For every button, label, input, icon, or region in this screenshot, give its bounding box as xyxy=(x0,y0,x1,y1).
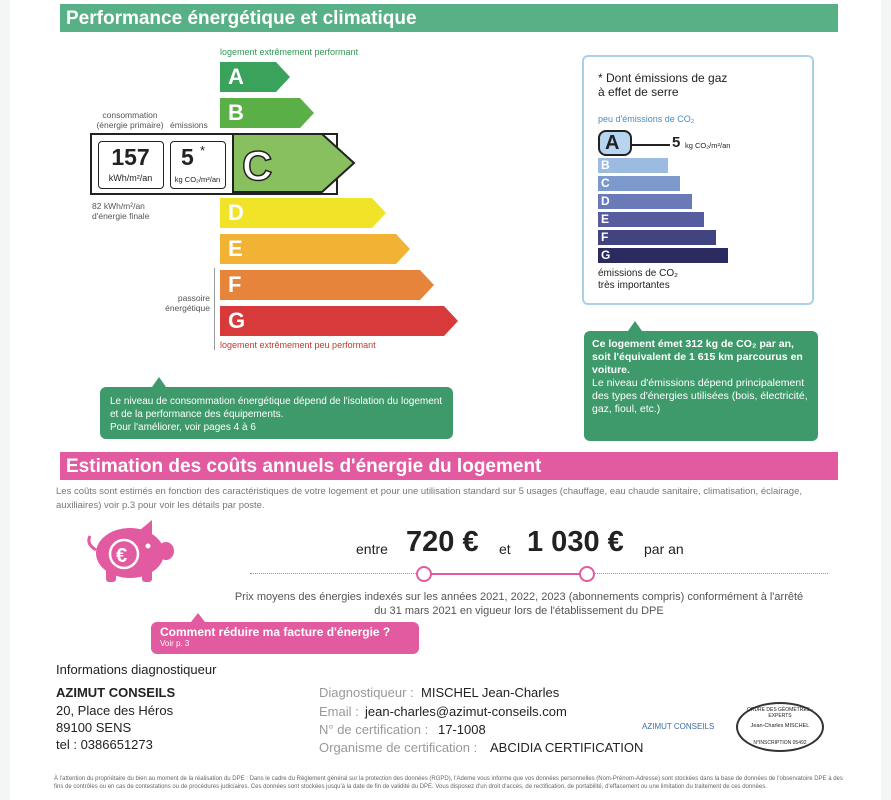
dpe-class-g: G xyxy=(220,306,444,336)
passoire-label: passoire énergétique xyxy=(165,293,210,313)
costs-intro: Les coûts sont estimés en fonction des caractéristiques de votre logement et pour une utilisation standard sur 5 usages (chauffage, eau chaude sanitaire, climatisation, éclairage, auxiliaires) voir p.3 pour voir les détails par poste. xyxy=(56,486,803,511)
cost-and: et xyxy=(499,541,511,557)
performance-header: Performance énergétique et climatique xyxy=(60,4,838,32)
cost-range-fill xyxy=(424,573,586,575)
ges-value: 5 xyxy=(672,134,681,151)
ges-class-b: B xyxy=(598,158,668,173)
consumption-value-box xyxy=(98,141,164,189)
org-name: ABCIDIA CERTIFICATION xyxy=(490,740,644,755)
emissions-unit: kg CO₂/m²/an xyxy=(174,175,221,184)
diag-address1: 20, Place des Héros xyxy=(56,703,174,718)
ges-bubble-bold: Ce logement émet 312 kg de CO₂ par an, soit l'équivalent de 1 615 km parcourus en voiture. xyxy=(592,338,803,376)
company-logo: AZIMUT CONSEILS xyxy=(642,722,715,731)
diag-email[interactable]: jean-charles@azimut-conseils.com xyxy=(365,704,567,719)
diag-company: AZIMUT CONSEILS xyxy=(56,685,176,700)
emissions-label: émissions xyxy=(170,120,208,130)
cost-high: 1 030 € xyxy=(527,526,624,558)
ges-class-d: D xyxy=(598,194,692,209)
ges-pointer-line xyxy=(632,144,670,146)
consumption-box xyxy=(90,133,338,195)
ges-info-bubble xyxy=(584,331,818,441)
final-energy-note: 82 kWh/m²/an d'énergie finale xyxy=(92,201,150,221)
ges-class-a: A xyxy=(598,130,632,156)
ges-class-f: F xyxy=(598,230,716,245)
diag-heading: Informations diagnostiqueur xyxy=(56,662,217,677)
costs-header: Estimation des coûts annuels d'énergie du logement xyxy=(60,452,838,480)
diagnostician-name: MISCHEL Jean-Charles xyxy=(421,685,560,700)
stamp-title: ORDRE DES GÉOMÈTRES - EXPERTS xyxy=(746,707,814,719)
ges-class-e: E xyxy=(598,212,704,227)
ges-class-c: C xyxy=(598,176,680,191)
piggy-bank-icon xyxy=(84,520,174,584)
current-class-letter: C xyxy=(242,142,273,189)
reduce-bill-sub: Voir p. 3 xyxy=(160,639,190,648)
ges-box xyxy=(582,55,814,305)
dpe-page xyxy=(10,0,881,800)
ges-bottom-label: émissions de CO₂ très importantes xyxy=(598,268,679,291)
dpe-class-f: F xyxy=(220,270,420,300)
diagnostician-label: Diagnostiqueur : xyxy=(319,685,414,700)
reduce-bill-title: Comment réduire ma facture d'énergie ? xyxy=(160,625,391,639)
ges-class-g: G xyxy=(598,248,728,263)
emissions-value-box xyxy=(170,141,226,189)
diag-address2: 89100 SENS xyxy=(56,720,132,735)
reduce-bill-link[interactable] xyxy=(151,622,419,654)
prices-note: Prix moyens des énergies indexés sur les années 2021, 2022, 2023 (abonnements compris) conformément à l'arrêté du 31 mars 2021 en vigueur lors de l'établissement du DPE xyxy=(234,591,804,617)
passoire-line xyxy=(214,268,215,350)
email-label: Email : xyxy=(319,704,359,719)
cost-between: entre xyxy=(356,541,388,557)
consumption-info-bubble: Le niveau de consommation énergétique dépend de l'isolation du logement et de la performance des équipements. Pour l'améliorer, voir pages 4 à 6 xyxy=(100,387,453,439)
consumption-value: 157 xyxy=(111,144,150,170)
consumption-unit: kWh/m²/an xyxy=(108,173,153,183)
cost-high-marker xyxy=(579,566,595,582)
dpe-class-a: A xyxy=(220,62,276,92)
footer-notice: À l'attention du propriétaire du bien au moment de la réalisation du DPE : Dans le cadre du Règlement général sur la protection des données (RGPD), l'Ademe vous informe que vos données personnelles (Nom-Prénom-Adresse) sont stockées dans la base de données de l'observatoire DPE à des fins de contrôles ou en cas de contestations ou de procédures judiciaires. Ces données sont stockées jusqu'à la date de fin de validité du DPE. Vous disposez d'un droit d'accès, de rectification, de portabilité, d'effacement ou une limitation du traitement de ces données. xyxy=(54,776,843,790)
stamp-id: N°INSCRIPTION 05492 xyxy=(753,740,807,746)
cost-low-marker xyxy=(416,566,432,582)
cert-label: N° de certification : xyxy=(319,722,429,737)
ges-bubble-text: Le niveau d'émissions dépend principalement des types d'énergies utilisées (bois, électricité, gaz, fioul, etc.) xyxy=(592,377,808,415)
ges-top-label: peu d'émissions de CO₂ xyxy=(598,114,695,124)
ges-note: * Dont émissions de gaz à effet de serre xyxy=(598,71,728,99)
bottom-performance-label: logement extrêmement peu performant xyxy=(220,340,376,350)
stamp-name: Jean-Charles MISCHEL xyxy=(750,723,810,729)
ges-unit: kg CO₂/m²/an xyxy=(685,141,731,150)
cost-low: 720 € xyxy=(406,526,479,558)
dpe-class-d: D xyxy=(220,198,372,228)
dpe-class-e: E xyxy=(220,234,396,264)
surveyor-stamp xyxy=(736,702,824,752)
dpe-class-b: B xyxy=(220,98,300,128)
emissions-value: 5 xyxy=(181,144,194,170)
cost-per-year: par an xyxy=(644,541,684,557)
current-class-arrow xyxy=(232,133,356,195)
org-label: Organisme de certification : xyxy=(319,740,478,755)
emissions-star: * xyxy=(200,143,206,158)
top-performance-label: logement extrêmement performant xyxy=(220,47,359,57)
cert-number: 17-1008 xyxy=(438,722,486,737)
consumption-label: consommation (énergie primaire) xyxy=(96,110,164,130)
euro-sign: € xyxy=(116,545,128,567)
diag-tel: tel : 0386651273 xyxy=(56,737,153,752)
